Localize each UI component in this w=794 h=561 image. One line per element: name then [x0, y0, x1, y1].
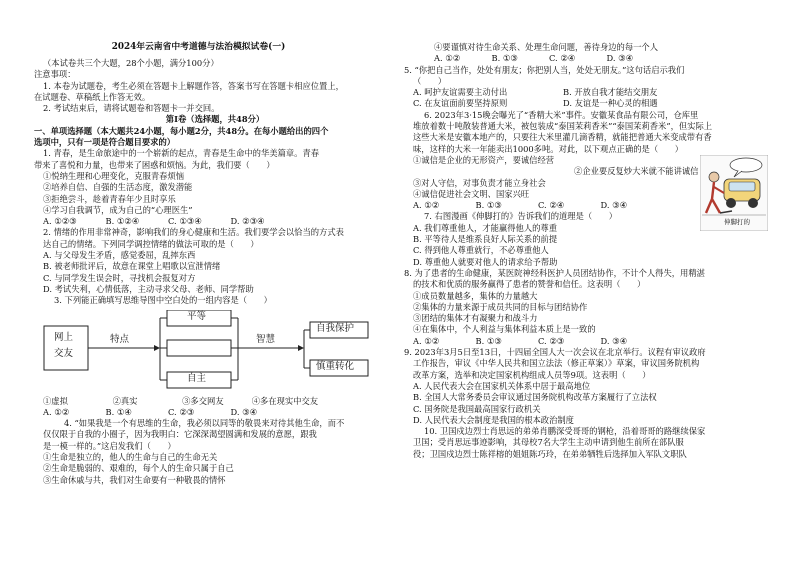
diagram-box-autonomy: 自主 — [187, 372, 207, 384]
option-d[interactable]: D. ③④ — [606, 53, 634, 64]
option-c[interactable]: C. ①③④ — [168, 216, 202, 227]
question-stem: 仅仅限于自我的小圈子，因为我明白：它深深渴望圆满和发展的意愿，跟我 — [43, 429, 317, 440]
question-stem: 4. “如果我是一个有思维的生命，我必须以同等的敬畏来对待其他生命，而不 — [64, 418, 345, 429]
exam-note: （本试卷共三个大题，28个小题，满分100分） — [43, 58, 219, 68]
question-stem: 1. 青春，是生命旅途中的一个崭新的起点，青春是生命中的华美篇章。青春 — [43, 148, 320, 159]
mind-map-diagram — [42, 310, 372, 394]
option-d[interactable]: D. 尊重他人就要对他人的请求给予帮助 — [413, 256, 558, 267]
question-item: ④要谨慎对待生命关系、处理生命问题，善待身边的每一个人 — [434, 42, 659, 52]
answer-options — [34, 216, 293, 227]
option-d[interactable]: D. 友谊是一种心灵的相遇 — [563, 98, 658, 109]
answer-options — [404, 87, 713, 98]
option-b[interactable]: B. ①②④ — [105, 216, 140, 227]
option-b[interactable]: B. ①③ — [475, 335, 502, 346]
question-stem: （ ） — [413, 75, 447, 86]
answer-options — [34, 407, 293, 418]
option-a[interactable]: A. 人民代表大会在国家机关体系中居于最高地位 — [413, 380, 591, 391]
question-stem: 改革方案，选举和决定国家机构组成人员等9项。这表明（ ） — [413, 369, 651, 380]
question-item: ①悦纳生理和心理变化，克服青春烦恼 — [43, 170, 185, 181]
question-item: ③团结的集体才有凝聚力和战斗力 — [413, 313, 538, 324]
option-a[interactable]: A. ①②③ — [43, 216, 77, 227]
question-stem: 卫国；受肖思远事迹影响，其母校7名大学生主动申请到他生前所在部队服 — [413, 437, 684, 448]
option-b[interactable]: B. 平等待人是维系良好人际关系的前提 — [413, 234, 558, 245]
option-d[interactable]: D. ②③④ — [230, 216, 265, 227]
question-item: ②集体的力量来源于成员共同的目标与团结协作 — [413, 301, 588, 312]
option-c[interactable]: C. 得到他人尊重就行，不必尊重他人 — [413, 245, 549, 256]
option-a[interactable]: A. 与父母发生矛盾，感觉委屈，乱摔东西 — [43, 250, 196, 261]
option-a[interactable]: A. ①② — [413, 335, 440, 346]
question-stem: 2. 情绪的作用非常神奇，影响我们的身心健康和生活。我们要学会以恰当的方式表 — [43, 227, 344, 238]
question-item: ②真实 — [112, 395, 138, 406]
option-c[interactable]: C. ②③ — [538, 335, 565, 346]
question-stem: 的技术和优质的服务赢得了患者的赞誉和信任。这表明（ ） — [413, 279, 646, 290]
volume-heading: 第Ⅰ卷（选择题，共48分） — [165, 114, 265, 125]
option-c[interactable]: C. 国务院是我国最高国家行政机关 — [413, 403, 541, 414]
question-item: ④学习自我调节，成为自己的“心理医生” — [43, 204, 193, 215]
option-a[interactable]: A. ①② — [434, 53, 461, 64]
question-stem: 工作报告，审议《中华人民共和国立法法（修正草案）》草案，审议国务院机构 — [413, 358, 700, 369]
question-item: ③多交网友 — [182, 395, 224, 406]
section-heading: 一、单项选择题（本大题共24小题，每小题2分，共48分。在每小题给出的四个 — [34, 125, 329, 136]
option-b[interactable]: B. ①③ — [491, 53, 518, 64]
question-item: ②企业要反复炒大米就不能讲诚信 — [574, 166, 699, 177]
question-stem: 10. 卫国戍边烈士肖思远的弟弟肖鹏深受哥哥的钢枪，沿着哥哥的路继续保家 — [424, 426, 706, 437]
option-d[interactable]: D. ③④ — [600, 335, 628, 346]
option-a[interactable]: A. 呵护友谊需要主动付出 — [413, 87, 508, 98]
question-item: ①虚拟 — [43, 395, 68, 406]
question-stem: 7. 右图漫画《伸脚打的》告诉我们的道理是（ ） — [424, 211, 618, 222]
option-b[interactable]: B. 开放自我才能结交朋友 — [563, 87, 658, 98]
diagram-label-features: 特点 — [110, 333, 130, 345]
question-stem: 达自己的情绪。下列同学调控情绪的做法可取的是（ ） — [43, 238, 259, 249]
question-item: ④多在现实中交友 — [251, 395, 319, 406]
option-b[interactable]: B. 全国人大常务委员会审议通过国务院机构改革方案履行了立法权 — [413, 392, 657, 403]
question-stem: 役；卫国戍边烈士陈祥榕的姐姐陈巧玲，在弟弟牺牲后选择加入军队文职队 — [413, 448, 687, 459]
right-column — [404, 42, 770, 460]
answer-options — [404, 336, 663, 347]
option-d[interactable]: D. 人民代表大会制度是我国的根本政治制度 — [413, 414, 574, 425]
question-item: ③对人守信，对事负责才能立身社会 — [413, 177, 546, 188]
diagram-label-wisdom: 智慧 — [256, 333, 276, 345]
notice-heading: 注意事项： — [34, 69, 76, 80]
question-stem: 味，这样的大米一年能卖出1000多吨。对此，以下观点正确的是（ ） — [413, 143, 684, 154]
option-a[interactable]: A. ①② — [43, 406, 70, 417]
diagram-left-box-line1: 网上 — [54, 331, 74, 343]
question-item: ①生命是独立的，他人的生命与自己的生命无关 — [43, 452, 218, 463]
section-heading: 选项中，只有一项是符合题目要求的） — [34, 137, 176, 148]
option-c[interactable]: C. ②③ — [168, 406, 195, 417]
answer-options — [404, 200, 663, 211]
question-stem: 9. 2023年3月5日至13日，十四届全国人大一次会议在北京举行。议程有审议政府 — [404, 347, 706, 358]
question-item: ④诚信促进社会文明、国家兴旺 — [413, 188, 530, 199]
question-item: ②培养自信、自强的生活态度，激发潜能 — [43, 182, 193, 193]
q6-q7-block — [404, 155, 770, 268]
diagram-box-self-protection: 自我保护 — [316, 322, 355, 334]
question-item: ①成员数量越多，集体的力量越大 — [413, 290, 538, 301]
option-d[interactable]: D. 考试失利，心情低落，主动寻求父母、老师、同学帮助 — [43, 283, 254, 294]
option-b[interactable]: B. 被老师批评后，故意在课堂上唱歌以宣泄情绪 — [43, 261, 221, 272]
question-item: ②生命是脆弱的、艰难的，每个人的生命只属于自己 — [43, 463, 234, 474]
cartoon-caption: 伸脚打的 — [724, 217, 750, 226]
cartoon-image — [700, 155, 768, 231]
option-c[interactable]: C. 在友谊面前要坚持原则 — [413, 98, 508, 109]
option-b[interactable]: B. ①③ — [475, 200, 502, 211]
question-stem: 带来了喜悦和力量，也带来了困惑和烦恼。为此，我们要（ ） — [34, 159, 275, 170]
question-stem: 3. 下列能正确填写思维导图中空白处的一组内容是（ ） — [54, 295, 272, 306]
notice-item: 1. 本卷为试题卷，考生必须在答题卡上解题作答，答案书写在答题卡相应位置上， — [43, 80, 344, 91]
option-b[interactable]: B. ①④ — [105, 406, 132, 417]
option-d[interactable]: D. ③④ — [600, 200, 628, 211]
question-item: ①诚信是企业的无形资产，要诚信经营 — [413, 154, 555, 165]
answer-options — [404, 53, 664, 64]
question-item: ④在集体中，个人利益与集体利益本质上是一致的 — [413, 324, 596, 335]
notice-item: 在试题卷、草稿纸上作答无效。 — [34, 91, 151, 102]
exam-title: 2024年云南省中考道德与法治模拟试卷(一) — [111, 42, 286, 52]
answer-options — [404, 98, 713, 109]
diagram-left-box-line2: 交友 — [54, 347, 74, 359]
question-stem: 是一模一样的。”这启发我们（ ） — [43, 440, 176, 451]
left-column — [34, 58, 396, 486]
option-d[interactable]: D. ③④ — [230, 406, 258, 417]
question-item: ③拒绝尝斗，趁着青春年少且时享乐 — [43, 193, 176, 204]
question-stem: 8. 为了患者的生命健康，某医院神经科医护人员团结协作，不计个人得失，用精湛 — [404, 267, 705, 278]
diagram-box-equality: 平等 — [187, 310, 207, 322]
question-items — [34, 396, 363, 407]
option-a[interactable]: A. ①② — [413, 200, 440, 211]
option-c[interactable]: C. 与同学发生误会时，寻找机会报复对方 — [43, 272, 196, 283]
question-item: ③生命休戚与共，我们对生命要有一种敬畏的情怀 — [43, 474, 226, 485]
notice-item: 2. 考试结束后，请将试题卷和答题卡一并交回。 — [43, 103, 220, 114]
option-c[interactable]: C. ②④ — [549, 53, 576, 64]
option-a[interactable]: A. 我们尊重他人，才能赢得他人的尊重 — [413, 222, 558, 233]
question-stem: 6. 2023年3·15晚会曝光了“香精大米”事件。安徽某食品有限公司，仓库里 — [424, 109, 699, 120]
diagram-box-careful-transfer: 慎重转化 — [316, 360, 355, 372]
question-stem: 这些大米是安徽本地产的，只要往大米里灌几滴香精，就能把普通大米变成带有香 — [413, 132, 712, 143]
question-stem: 5. “你把自己当作，处处有朋友；你把别人当，处处无朋友。”这句话启示我们 — [404, 64, 685, 75]
question-stem: 堆放着数十吨散装普通大米，被包装成“泰国茉莉香米”“泰国茉莉香米”，但实际上 — [413, 121, 713, 132]
option-c[interactable]: C. ②④ — [538, 200, 565, 211]
